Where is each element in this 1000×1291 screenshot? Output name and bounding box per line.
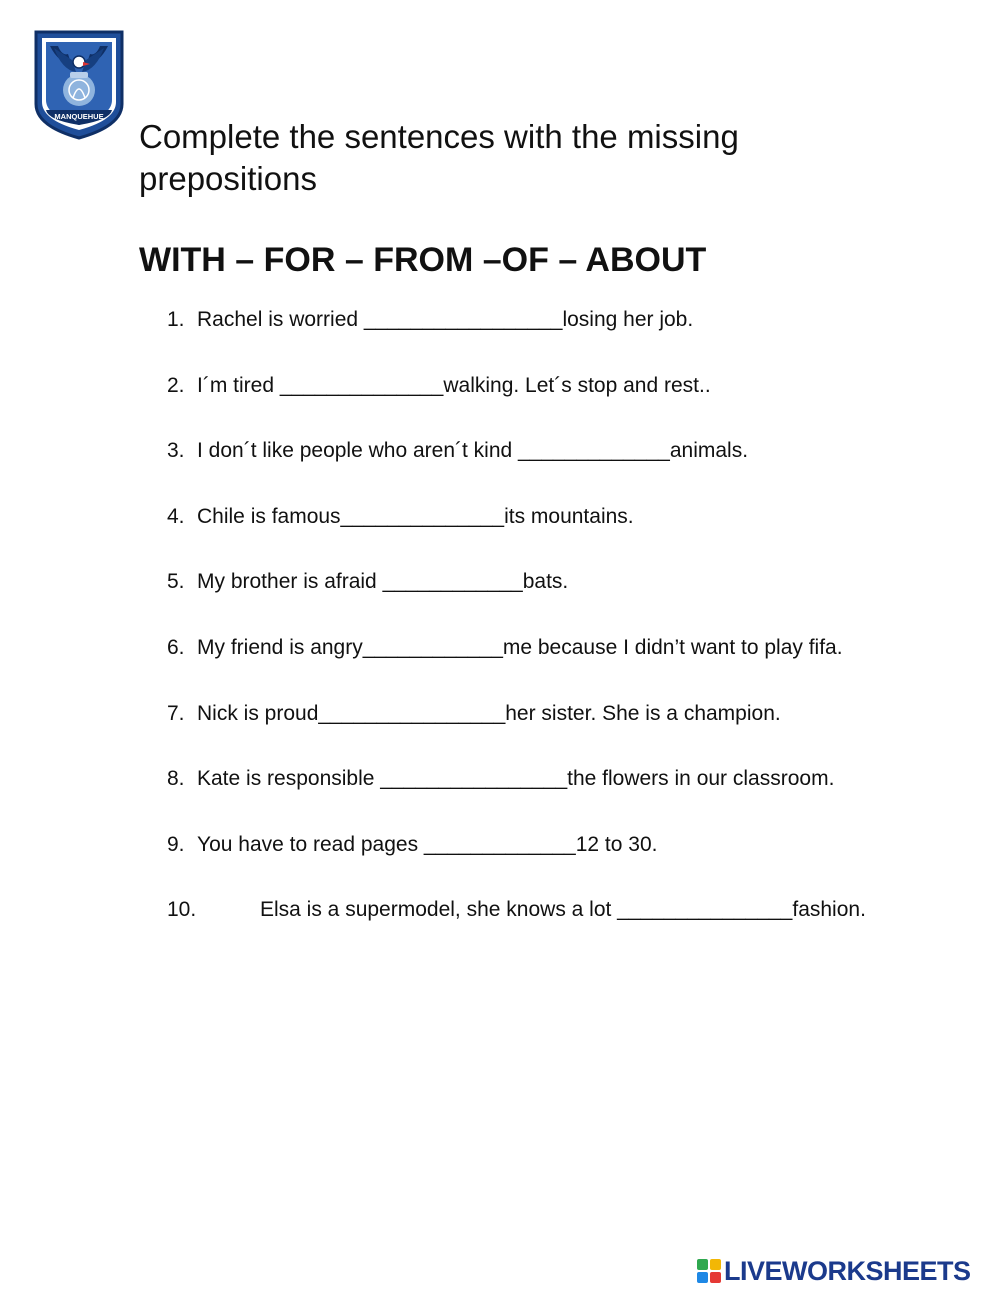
question-number: 8. <box>167 767 185 791</box>
question-number: 9. <box>167 832 185 856</box>
question-item <box>167 435 866 501</box>
question-list <box>167 304 866 960</box>
question-number: 7. <box>167 701 185 725</box>
question-number: 2. <box>167 373 185 397</box>
question-item <box>167 501 866 567</box>
question-item <box>167 698 866 764</box>
question-item <box>167 763 866 829</box>
crest-caption: MANQUEHUE <box>54 112 104 121</box>
question-item <box>167 566 866 632</box>
question-text: I´m tired ______________walking. Let´s stop and rest.. <box>197 373 711 397</box>
question-item <box>167 829 866 895</box>
liveworksheets-logo-icon <box>697 1259 721 1283</box>
question-text: You have to read pages _____________12 to 30. <box>197 832 658 856</box>
question-item <box>167 894 866 960</box>
question-number: 10. <box>167 898 197 922</box>
question-number: 3. <box>167 439 185 463</box>
word-bank: WITH – FOR – FROM –OF – ABOUT <box>139 241 707 279</box>
question-text: Rachel is worried _________________losing her job. <box>197 308 694 331</box>
page-title: Complete the sentences with the missing prepositions <box>139 118 739 197</box>
question-text: I don´t like people who aren´t kind _____________animals. <box>197 439 749 463</box>
question-text: Kate is responsible ________________the flowers in our classroom. <box>197 767 835 791</box>
brand-name: LIVEWORKSHEETS <box>724 1256 971 1286</box>
question-item <box>167 370 866 436</box>
question-item <box>167 304 866 370</box>
question-text: My friend is angry____________me because I didn’t want to play fifa. <box>197 635 843 659</box>
school-crest-logo <box>32 26 126 140</box>
question-number: 6. <box>167 635 185 659</box>
question-text: Chile is famous______________its mountains. <box>197 504 634 528</box>
question-number: 1. <box>167 308 185 331</box>
liveworksheets-brand <box>697 1256 971 1286</box>
question-item <box>167 632 866 698</box>
question-text: My brother is afraid ____________bats. <box>197 570 569 594</box>
question-text: Nick is proud________________her sister. She is a champion. <box>197 701 781 725</box>
question-number: 5. <box>167 570 185 594</box>
question-text: Elsa is a supermodel, she knows a lot _______________fashion. <box>260 898 866 922</box>
question-number: 4. <box>167 504 185 528</box>
